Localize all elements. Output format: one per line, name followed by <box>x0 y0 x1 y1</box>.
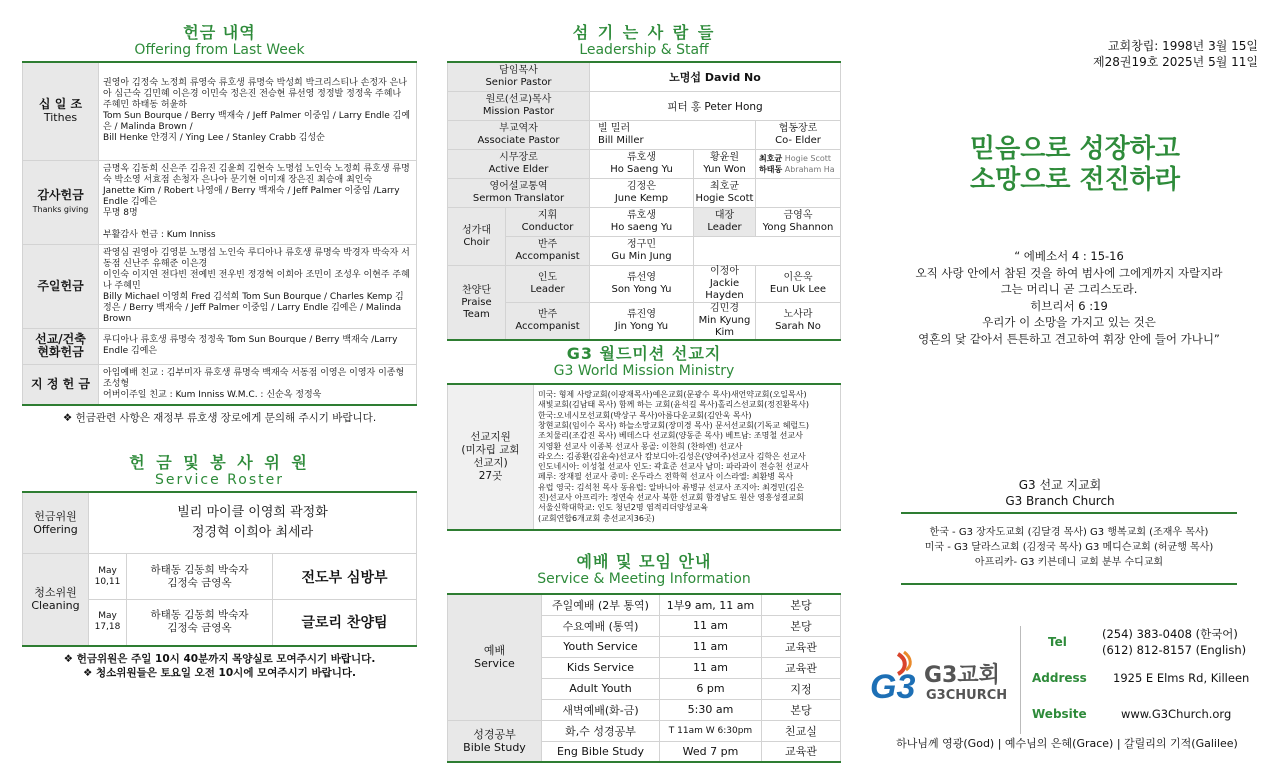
service-time: 11 am <box>660 636 762 657</box>
bible-place: 친교실 <box>762 720 841 741</box>
table-row <box>448 150 841 179</box>
service-place: 교육관 <box>762 657 841 678</box>
sunday-label-ko: 주일헌금 <box>37 278 84 293</box>
senior-pastor-label-ko: 담임목사 <box>499 65 538 76</box>
praise-leader-label-en: Leader <box>530 284 565 295</box>
worship-title-ko: 예배 및 모임 안내 <box>576 552 712 571</box>
service-name: 주일예배 (2부 통역) <box>542 594 660 615</box>
mission-title-en: G3 World Mission Ministry <box>553 363 735 379</box>
worship-table <box>447 593 841 763</box>
g3-logo-icon <box>868 648 920 706</box>
praise-accompanist-name: 김민경 Min Kyung Kim <box>694 303 756 341</box>
cleaning-names: 하태동 김동희 박숙자 김정숙 금영옥 <box>127 554 273 600</box>
logo-subname: G3CHURCH <box>926 688 1008 703</box>
table-row <box>448 237 841 266</box>
table-row <box>448 62 841 92</box>
table-row <box>448 92 841 121</box>
branch-usa: 미국 - G3 달라스교회 (김정국 목사) G3 메디슨교회 (허균행 목사) <box>924 542 1214 553</box>
cleaning-team: 전도부 심방부 <box>273 554 417 600</box>
church-logo <box>868 648 1008 708</box>
verse-ref-2: 히브리서 6 :19 <box>1030 298 1108 313</box>
senior-pastor-name: 노명섭 David No <box>590 62 841 92</box>
offering-table <box>22 61 417 406</box>
address: 1925 E Elms Rd, Killeen <box>1113 671 1250 685</box>
service-place: 지정 <box>762 678 841 699</box>
verse-line: 우리가 이 소망을 가지고 있는 것은 <box>982 315 1156 329</box>
verse-line: 영혼의 닻 같아서 튼튼하고 견고하여 휘장 안에 들어 가나니” <box>918 331 1220 346</box>
tithes-label-en: Tithes <box>43 111 78 125</box>
table-row <box>448 720 841 741</box>
praise-leader-name: 이은욱 Eun Uk Lee <box>756 266 841 303</box>
service-time: 1부9 am, 11 am <box>660 594 762 615</box>
verse-line: 오직 사랑 안에서 참된 것을 하여 범사에 그에게까지 자랄지라 <box>915 265 1223 280</box>
roster-table <box>22 491 417 647</box>
verse-block <box>880 248 1258 347</box>
leadership-title-ko: 섬 기 는 사 람 들 <box>572 23 716 42</box>
service-name: Youth Service <box>542 636 660 657</box>
roster-date: May 17,18 <box>89 600 127 646</box>
service-name: 새벽예배(화-금) <box>542 699 660 720</box>
conductor-label-ko: 지휘 <box>537 210 558 221</box>
mission-list: 미국: 형제 사랑교회(이광재목사)예은교회(문광수 목사)새언약교회(오일목사) 새빛교회(김남태 목사) 함께 하는 교회(윤석길 목사)홀리스선교회(정진환목사) 한국:오네시모선교회(박상구 목사)아름다운교회(김안욱 목사) 창현교회(임이수 목사) 하늘소망교회(장미경 목사) 문서선교회(기독교 헤럴드) 조치물리(조갑진 목사) 베데스다 선교회(양동준 목사) 베트남: 조명철 선교사 지영환 선교사 이종복 선교사 몽골: 이찬희 (찬하엔) 선교사 라오스: 김종환(김윤숙)선교사 캄보디아:김성은(양여주)선교사 김학은 선교사 인도네시아: 이성철 선교사 인도: 곽효준 선교사 남미: 파라과이 전승천 선교사 페루: 장재필 선교사 중미: 온두라스 전학혁 선교사 이스라엘: 최환병 목사 유럽 영국: 김석천 목사 동유럽: 알바니아 류병규 선교사 조지아: 최경민(김은 진)선교사 아프리카: 정연숙 선교사 북한 선교회 함경남도 원산 영흥성결교회 서울신학대학교: 인도 청년2명 염적리더양성교육 (교회연합6개교회 총선교지36곳) <box>534 384 841 530</box>
service-place: 본당 <box>762 699 841 720</box>
table-row <box>448 208 841 237</box>
verse-ref-1: “ 에베소서 4 : 15-16 <box>1014 249 1124 263</box>
leadership-title-en: Leadership & Staff <box>579 42 709 58</box>
table-row <box>23 364 417 405</box>
branch-title-en: G3 Branch Church <box>1005 494 1115 508</box>
website-label: Website <box>1032 707 1087 721</box>
offering-title-en: Offering from Last Week <box>134 42 305 58</box>
accompanist-label-ko: 반주 <box>537 239 558 250</box>
website-link[interactable]: www.G3Church.org <box>1121 707 1232 721</box>
mission-build-label-ko: 선교/건축 현화헌금 <box>35 332 86 359</box>
verse-line: 그는 머리니 곧 그리스도라. <box>1000 282 1138 296</box>
mission-table <box>447 383 841 531</box>
service-time: 11 am <box>660 657 762 678</box>
thanks-names: 금명옥 김동희 신은주 김유진 김윤희 김현숙 노명섭 노인숙 노정희 류호생 류명숙 박소영 서효점 손청자 은나아 문기현 이미재 장은진 최승애 최인숙 Janette Kim / Robert 나영애 / Berry 백재숙 / Jeff Palmer 이중임 /Larry Endle 김예은 무명 8명 부활감사 헌금 : Kum Inniss <box>99 160 417 244</box>
thanks-label-en: Thanks giving <box>32 204 89 214</box>
service-label-en: Service <box>474 657 515 671</box>
roster-title-ko: 헌 금 및 봉 사 위 원 <box>129 452 310 472</box>
table-row <box>23 62 417 160</box>
choir-label-ko: 성가대 <box>462 224 491 236</box>
service-place: 본당 <box>762 594 841 615</box>
service-name: 수요예배 (통역) <box>542 615 660 636</box>
thanks-label-ko: 감사헌금 <box>37 187 84 202</box>
bible-label-en: Bible Study <box>463 740 526 754</box>
senior-pastor-label-en: Senior Pastor <box>485 77 552 88</box>
mission-pastor-label-en: Mission Pastor <box>482 106 555 117</box>
offering-column <box>22 0 417 680</box>
motto-line-1: 믿음으로 성장하고 <box>970 134 1180 164</box>
address-label: Address <box>1032 671 1087 685</box>
translator-label-en: Sermon Translator <box>472 193 565 204</box>
table-row <box>23 160 417 244</box>
assoc-pastor-label-ko: 부교역자 <box>499 123 538 134</box>
choir-accompanist-name: 정구민 Gu Min Jung <box>590 237 694 266</box>
designated-label-ko: 지 정 헌 금 <box>31 376 90 391</box>
bible-name: 화,수 성경공부 <box>542 720 660 741</box>
co-elder-name: 최호균 <box>759 154 783 163</box>
branch-list <box>901 512 1237 585</box>
conductor-label-en: Conductor <box>521 222 574 233</box>
praise-leader-name: 류선영 Son Yong Yu <box>590 266 694 303</box>
table-row <box>448 179 841 208</box>
bible-label-ko: 성경공부 <box>473 727 516 741</box>
service-name: Kids Service <box>542 657 660 678</box>
offering-title-ko: 헌금 내역 <box>183 23 256 42</box>
assoc-pastor-name: 빌 밀러 Bill Miller <box>590 121 756 150</box>
assoc-pastor-label-en: Associate Pastor <box>477 135 560 146</box>
service-time: 6 pm <box>660 678 762 699</box>
leader-label-en: Leader <box>707 222 742 233</box>
branch-title-ko: G3 선교 지교회 <box>1018 478 1102 492</box>
table-row <box>448 594 841 615</box>
translator-name: 최호균 Hogie Scott <box>694 179 756 208</box>
roster-note-2: ❖ 청소위원들은 토요일 오전 10시에 모여주시기 바랍니다. <box>82 666 357 679</box>
bible-time: T 11am W 6:30pm <box>660 720 762 741</box>
table-row <box>23 328 417 364</box>
service-time: 5:30 am <box>660 699 762 720</box>
roster-date: May 10,11 <box>89 554 127 600</box>
service-time: 11 am <box>660 615 762 636</box>
praise-label-ko: 찬양단 <box>462 284 491 296</box>
logo-name: G3교회 <box>924 663 1000 688</box>
worship-title-en: Service & Meeting Information <box>537 571 751 587</box>
praise-leader-name: 이정아 Jackie Hayden <box>694 266 756 303</box>
praise-acc-label-en: Accompanist <box>515 321 580 332</box>
offering-committee-label-en: Offering <box>33 522 78 536</box>
mission-pastor-name: 피터 홍 Peter Hong <box>590 92 841 121</box>
mission-title-ko: G3 월드미션 선교지 <box>566 344 722 363</box>
table-row <box>23 492 417 554</box>
praise-acc-label-ko: 반주 <box>537 309 558 320</box>
branch-africa: 아프리카- G3 키븐데니 교회 분부 수디교회 <box>974 557 1164 568</box>
co-elder-name-en: Hogie Scott <box>784 154 832 163</box>
praise-leader-label-ko: 인도 <box>537 272 558 283</box>
branch-korea: 한국 - G3 장자도교회 (김달경 목사) G3 행복교회 (조재우 목사) <box>929 527 1209 538</box>
founded-date: 교회창립: 1998년 3월 15일 <box>1107 39 1258 53</box>
active-elder-label-en: Active Elder <box>488 164 549 175</box>
service-place: 교육관 <box>762 636 841 657</box>
mission-build-names: 루디아나 류호생 류명숙 정정욱 Tom Sun Bourque / Berry 백재숙 /Larry Endle 김예은 <box>99 328 417 364</box>
leader-label-ko: 대장 <box>714 210 735 221</box>
mission-pastor-label-ko: 원로(선교)목사 <box>485 94 552 105</box>
offering-committee-label-ko: 헌금위원 <box>34 509 77 523</box>
phone-english[interactable]: (612) 812-8157 (English) <box>1102 643 1247 657</box>
issue-date: 제28권19호 2025년 5월 11일 <box>1093 55 1258 69</box>
table-row <box>448 266 841 303</box>
co-elder-name-en: Abraham Ha <box>784 165 835 174</box>
offering-note: ❖ 헌금관련 사항은 재정부 류호생 장로에게 문의해 주시기 바랍니다. <box>62 411 377 424</box>
service-label-ko: 예배 <box>483 644 506 658</box>
cleaning-team: 글로리 찬양팀 <box>273 600 417 646</box>
table-row <box>23 244 417 328</box>
praise-label-en: Praise Team <box>461 296 492 320</box>
bible-time: Wed 7 pm <box>660 741 762 762</box>
footer-slogan: 하나님께 영광(God) | 예수님의 은혜(Grace) | 갈릴리의 기적(Galilee) <box>896 737 1238 750</box>
tel-label: Tel <box>1048 635 1067 649</box>
cleaning-label-ko: 청소위원 <box>34 586 77 600</box>
co-elder-name: 하태동 <box>759 165 783 174</box>
leadership-column <box>447 0 841 763</box>
choir-label-en: Choir <box>463 236 490 248</box>
designated-names: 아임예배 친교 : 김부미자 류호생 류명숙 백재숙 서동점 이영은 이영자 이종형 조성형 어버이주일 친교 : Kum Inniss W.M.C. : 신순옥 정정욱 <box>99 364 417 405</box>
phone-korean[interactable]: (254) 383-0408 (한국어) <box>1102 627 1238 641</box>
logo-mark: G3 <box>870 668 916 706</box>
praise-accompanist-name: 노사라 Sarah No <box>756 303 841 341</box>
service-name: Adult Youth <box>542 678 660 699</box>
contact-divider <box>1020 626 1021 734</box>
elder-name: 황윤원 Yun Won <box>694 150 756 179</box>
table-row <box>448 121 841 150</box>
mission-support-label: 선교지원 (미자립 교회 선교지) 27곳 <box>448 384 534 530</box>
translator-label-ko: 영어설교통역 <box>489 181 548 192</box>
cleaning-names: 하태동 김동희 박숙자 김정숙 금영옥 <box>127 600 273 646</box>
active-elder-label-ko: 시무장로 <box>499 152 538 163</box>
bible-place: 교육관 <box>762 741 841 762</box>
sunday-names: 곽영심 권영아 김영분 노명섭 노인숙 루디아나 류호생 류명숙 박경자 박숙자 서동점 신난주 유해준 이은경 이인숙 이지연 전다빈 전예빈 전우빈 정경혁 이희아 조민이 조성우 이현주 주혜나 주혜민 Billy Michael 이영희 Fred 김석희 Tom Sun Bourque / Charles Kemp 김정은 / Berry 백재숙 / Jeff Palmer 이중임 / Larry Endle 김예은 / Malinda Brown <box>99 244 417 328</box>
choir-leader-name: 금영옥 Yong Shannon <box>756 208 841 237</box>
motto-line-2: 소망으로 전진하라 <box>970 165 1180 195</box>
cleaning-label-en: Cleaning <box>31 599 80 613</box>
roster-note-1: ❖ 헌금위원은 주일 10시 40분까지 목양실로 모여주시기 바랍니다. <box>63 652 376 665</box>
offering-committee-names: 빌리 마이클 이영희 곽정화 정경혁 이희아 최세라 <box>89 492 417 554</box>
service-place: 본당 <box>762 615 841 636</box>
elder-name: 류호생 Ho Saeng Yu <box>590 150 694 179</box>
tithes-names: 권영아 김정숙 노정희 류영숙 류호생 류명숙 박성희 박크리스티나 손정자 은나아 심근숙 김민혜 이은경 이민숙 정은진 전승현 류선영 정정발 정정욱 주혜나 주혜민 하태동 허윤하 Tom Sun Bourque / Berry 백재숙 / Jeff Palmer 이중임 / Larry Endle 김예은 / Malinda Brown / Bill Henke 안경지 / Ying Lee / Stanley Crabb 김성순 <box>99 62 417 160</box>
accompanist-label-en: Accompanist <box>515 251 580 262</box>
table-row <box>23 554 417 600</box>
table-row <box>448 384 841 530</box>
translator-name: 김정은 June Kemp <box>590 179 694 208</box>
table-row <box>448 303 841 341</box>
leadership-table <box>447 61 841 341</box>
roster-title-en: Service Roster <box>154 471 284 488</box>
co-elder-label: 협동장로 Co- Elder <box>756 121 841 150</box>
tithes-label-ko: 십 일 조 <box>38 97 83 112</box>
conductor-name: 류호생 Ho saeng Yu <box>590 208 694 237</box>
praise-accompanist-name: 류진영 Jin Yong Yu <box>590 303 694 341</box>
bible-name: Eng Bible Study <box>542 741 660 762</box>
